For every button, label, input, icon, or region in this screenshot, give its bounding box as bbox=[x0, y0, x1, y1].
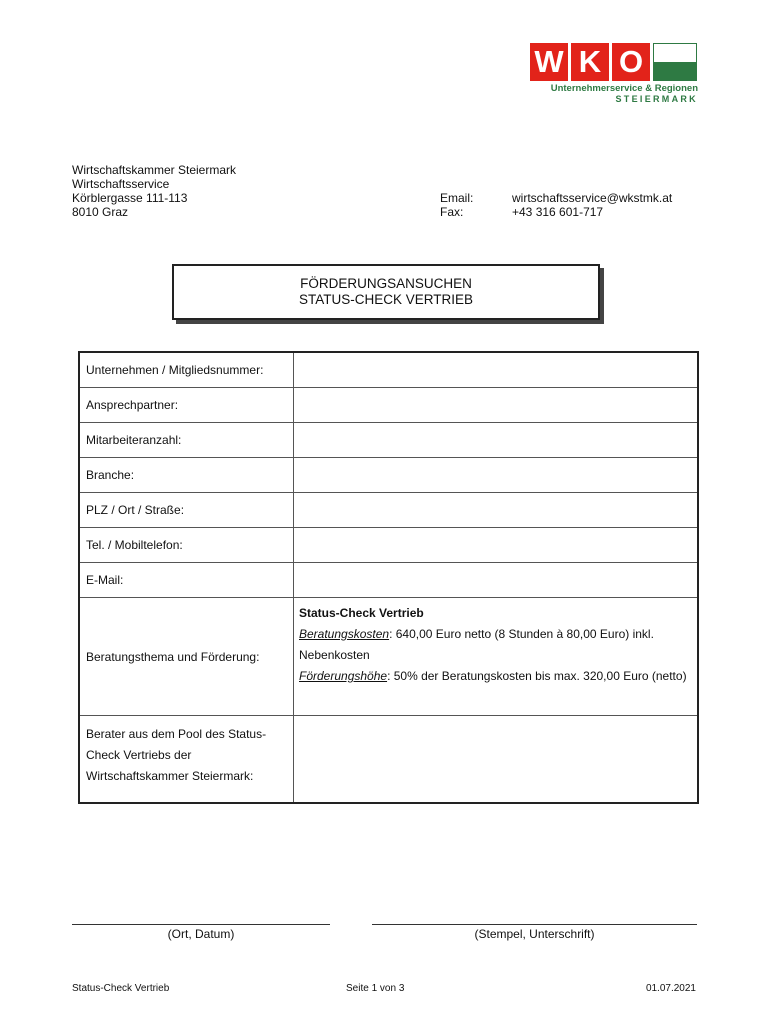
contact-block bbox=[440, 191, 672, 219]
fax-value: +43 316 601-717 bbox=[512, 205, 604, 219]
logo-region: STEIERMARK bbox=[615, 94, 698, 104]
signature-line-right[interactable] bbox=[372, 924, 697, 925]
title-line-2: STATUS-CHECK VERTRIEB bbox=[298, 292, 474, 307]
form-row-phone bbox=[80, 528, 697, 563]
fax-label: Fax: bbox=[440, 205, 464, 219]
email-label: Email: bbox=[440, 191, 474, 205]
funding-text: : 50% der Beratungskosten bis max. 320,00 Euro (netto) bbox=[387, 669, 687, 683]
footer-page-number: Seite 1 von 3 bbox=[346, 983, 405, 994]
topic-description bbox=[294, 598, 697, 715]
logo-letter-o: O bbox=[612, 43, 650, 81]
form-row-employees bbox=[80, 423, 697, 458]
form-label: PLZ / Ort / Straße: bbox=[80, 493, 294, 527]
address-city: 8010 Graz bbox=[72, 205, 129, 219]
address-org: Wirtschaftskammer Steiermark bbox=[72, 163, 237, 177]
phone-field[interactable] bbox=[294, 528, 697, 562]
form-row-topic bbox=[80, 598, 697, 716]
form-label: Tel. / Mobiltelefon: bbox=[80, 528, 294, 562]
title-line-1: FÖRDERUNGSANSUCHEN bbox=[300, 276, 472, 291]
industry-field[interactable] bbox=[294, 458, 697, 492]
footer-date: 01.07.2021 bbox=[645, 983, 696, 994]
advisor-field[interactable] bbox=[294, 716, 697, 802]
form-label: Unternehmen / Mitgliedsnummer: bbox=[80, 353, 294, 387]
styria-flag-icon bbox=[653, 43, 697, 81]
contact-person-field[interactable] bbox=[294, 388, 697, 422]
logo-letter-k: K bbox=[571, 43, 609, 81]
logo-letter-w: W bbox=[530, 43, 568, 81]
form-label: E-Mail: bbox=[80, 563, 294, 597]
email-value: wirtschaftsservice@wkstmk.at bbox=[512, 191, 673, 205]
stamp-signature-caption: (Stempel, Unterschrift) bbox=[474, 927, 595, 941]
form-row-industry bbox=[80, 458, 697, 493]
funding-label: Förderungshöhe bbox=[299, 669, 388, 683]
email-field[interactable] bbox=[294, 563, 697, 597]
document-title bbox=[172, 264, 600, 320]
footer-left: Status-Check Vertrieb bbox=[72, 983, 170, 994]
form-row-advisor bbox=[80, 716, 697, 802]
address-field[interactable] bbox=[294, 493, 697, 527]
form-label: Beratungsthema und Förderung: bbox=[80, 598, 294, 715]
form-label: Branche: bbox=[80, 458, 294, 492]
sender-address bbox=[72, 163, 236, 219]
form-label: Mitarbeiteranzahl: bbox=[80, 423, 294, 457]
address-dept: Wirtschaftsservice bbox=[72, 177, 170, 191]
form-row-contact-person bbox=[80, 388, 697, 423]
application-form bbox=[78, 351, 699, 804]
form-row-email bbox=[80, 563, 697, 598]
place-date-caption: (Ort, Datum) bbox=[167, 927, 235, 941]
form-row-company bbox=[80, 353, 697, 388]
form-label: Berater aus dem Pool des Status-Check Vertriebs der Wirtschaftskammer Steiermark: bbox=[80, 716, 294, 802]
topic-cost bbox=[299, 624, 692, 666]
wko-logo bbox=[530, 43, 698, 104]
address-street: Körblergasse 111-113 bbox=[72, 191, 188, 205]
cost-label: Beratungskosten bbox=[299, 627, 390, 641]
topic-heading: Status-Check Vertrieb bbox=[299, 606, 424, 620]
signature-line-left[interactable] bbox=[72, 924, 330, 925]
form-row-address bbox=[80, 493, 697, 528]
topic-funding bbox=[299, 666, 692, 687]
employees-field[interactable] bbox=[294, 423, 697, 457]
cost-text: : 640,00 Euro netto (8 Stunden à 80,00 Euro) inkl. Nebenkosten bbox=[299, 627, 654, 662]
logo-subtitle: Unternehmerservice & Regionen bbox=[550, 83, 698, 94]
form-label: Ansprechpartner: bbox=[80, 388, 294, 422]
company-field[interactable] bbox=[294, 353, 697, 387]
